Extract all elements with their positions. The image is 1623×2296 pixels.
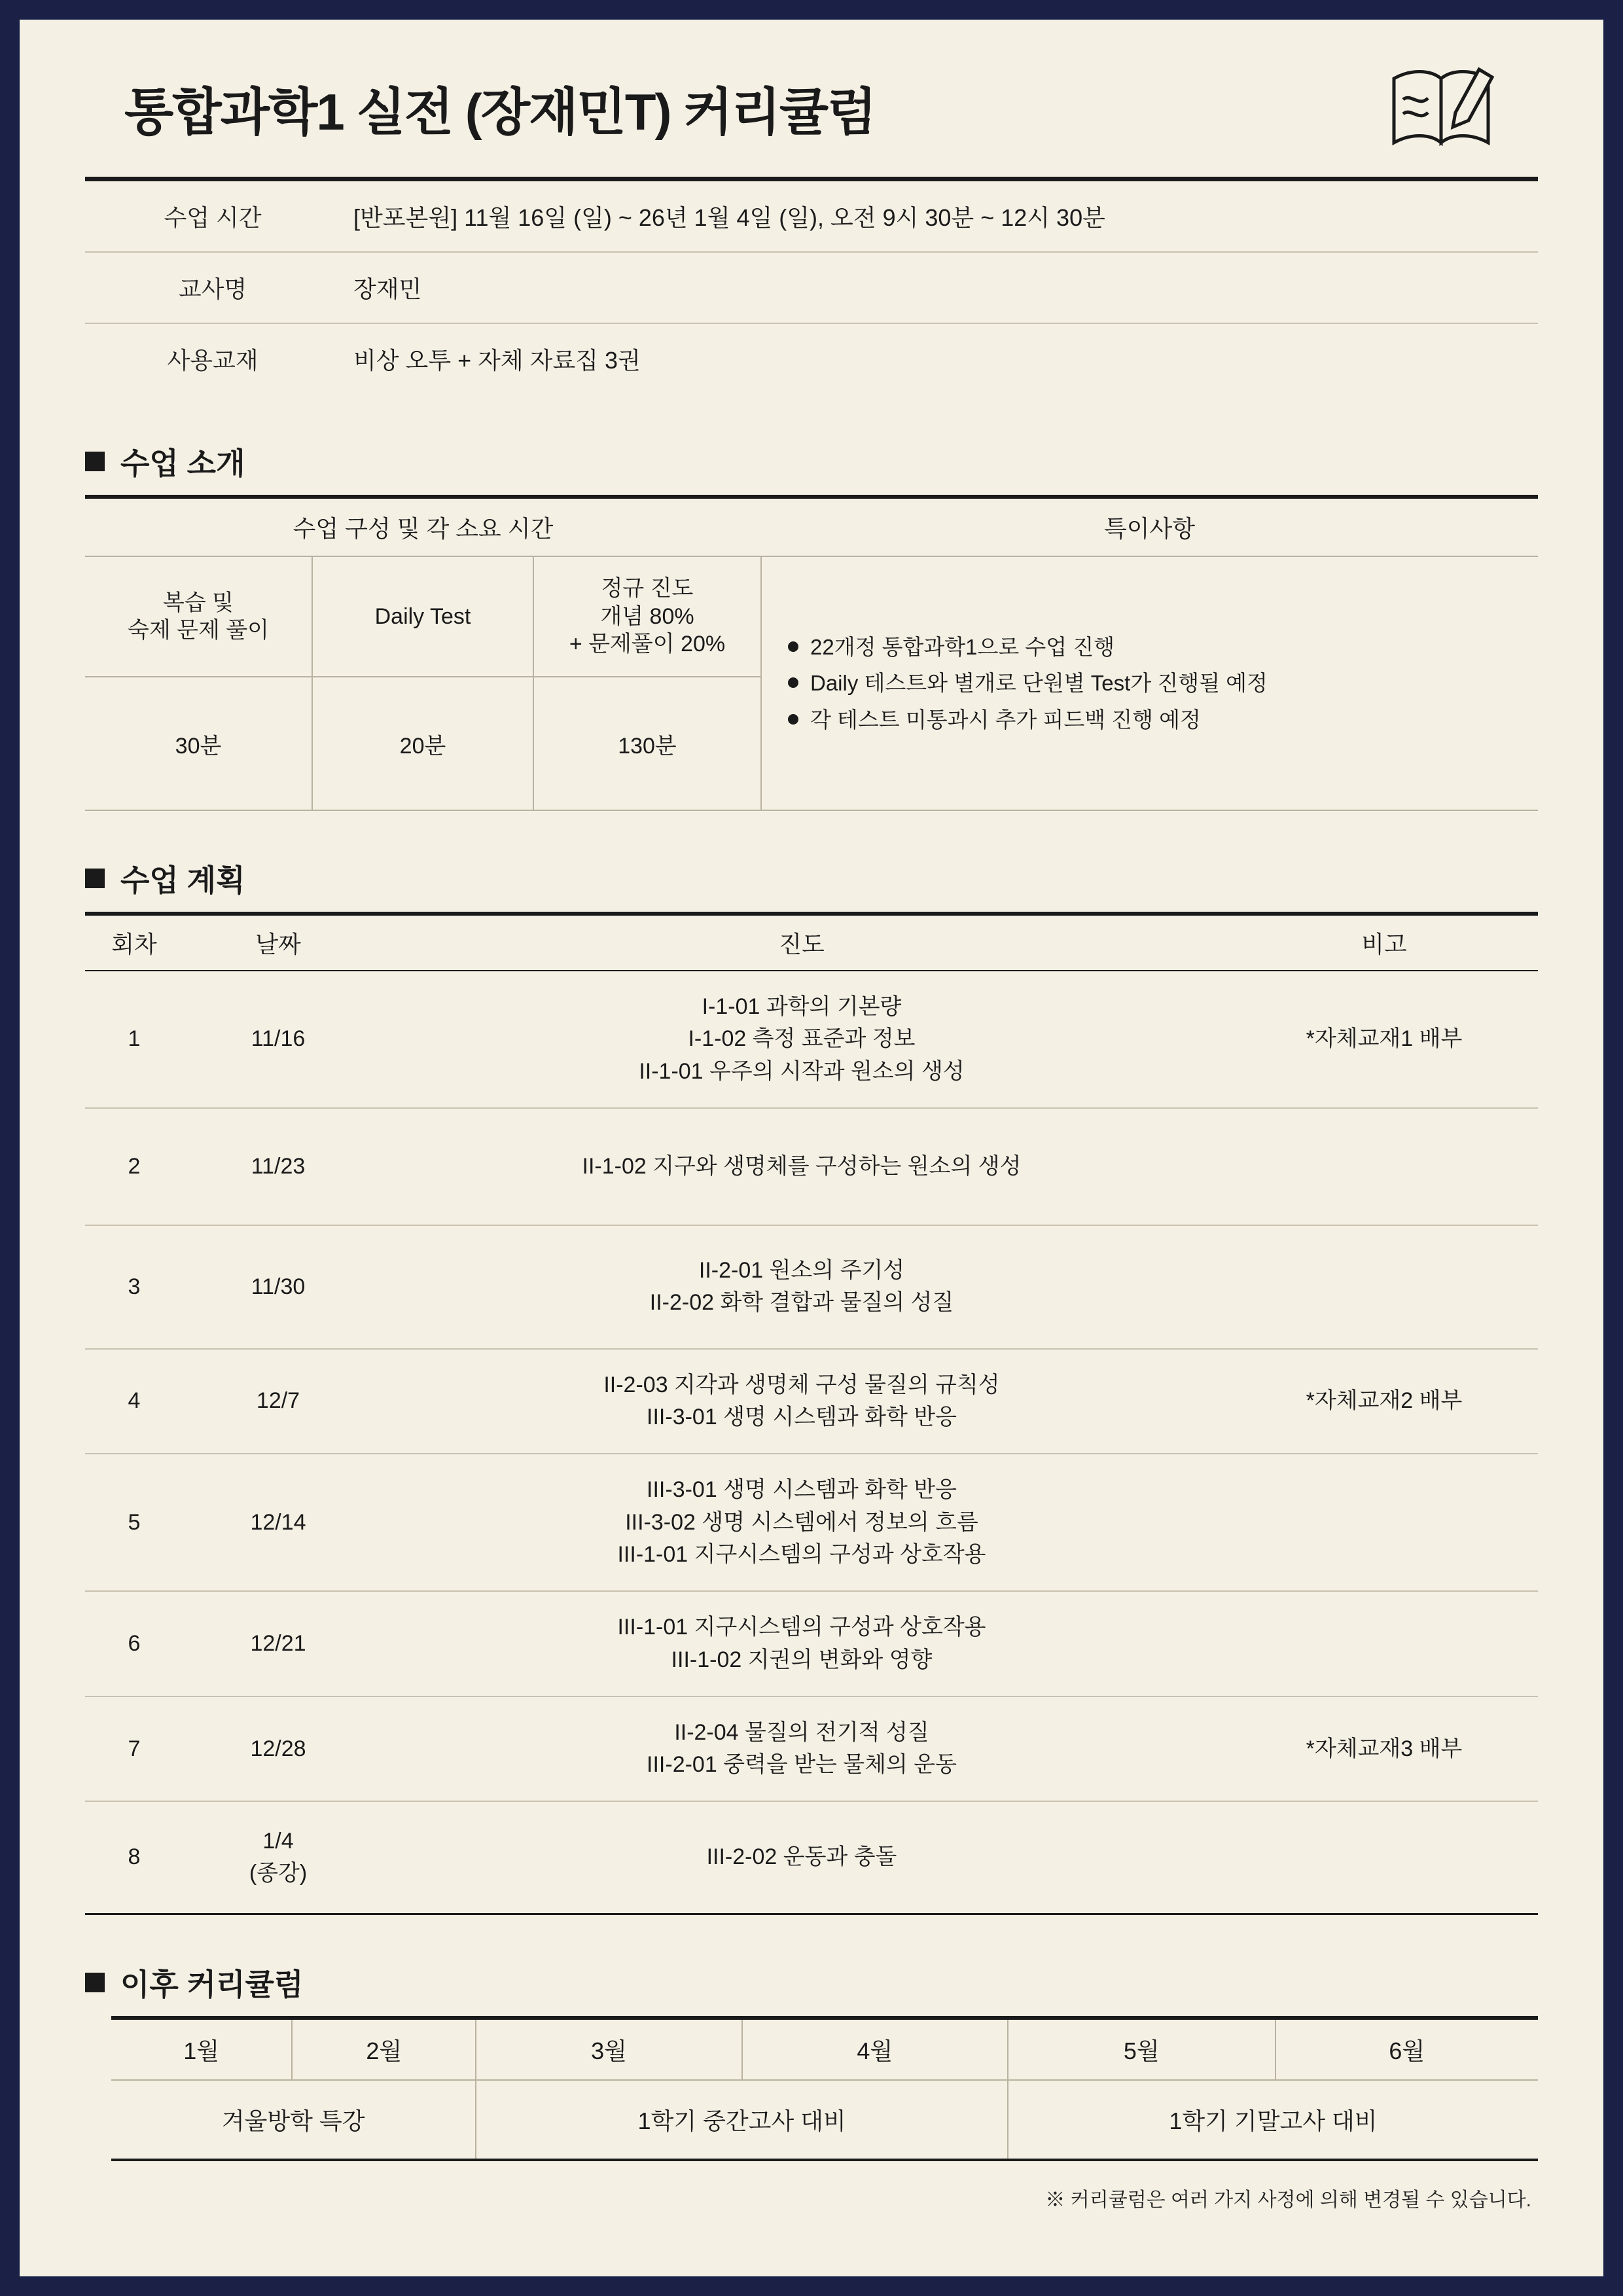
- table-row: [85, 1696, 1538, 1802]
- structure-col-label-1: 복습 및 숙제 문제 풀이: [85, 556, 312, 677]
- table-row: [85, 1591, 1538, 1696]
- info-label: 수업 시간: [85, 181, 340, 252]
- cell-progress: II-2-03 지각과 생명체 구성 물질의 규칙성 III-3-01 생명 시스템과 화학 반응: [373, 1349, 1230, 1454]
- cell-progress: III-2-02 운동과 충돌: [373, 1801, 1230, 1914]
- course-info-table: [85, 181, 1538, 394]
- table-row: [85, 1349, 1538, 1454]
- section-title: 이후 커리큘럼: [120, 1967, 304, 2001]
- cell-progress: II-1-02 지구와 생명체를 구성하는 원소의 생성: [373, 1108, 1230, 1225]
- cell-date: 12/21: [183, 1591, 373, 1696]
- cell-no: 7: [85, 1696, 183, 1802]
- info-value: 장재민: [340, 252, 1538, 323]
- info-value: 비상 오투 + 자체 자료집 3권: [353, 347, 641, 374]
- section-heading-intro: [85, 440, 1538, 483]
- cell-progress: III-1-01 지구시스템의 구성과 상호작용 III-1-02 지권의 변화와 영향: [373, 1591, 1230, 1696]
- cell-date: 11/23: [183, 1108, 373, 1225]
- info-label: 사용교재: [167, 347, 259, 374]
- cell-progress: II-2-04 물질의 전기적 성질 III-2-01 중력을 받는 물체의 운동: [373, 1696, 1230, 1802]
- future-plan-cell: 1학기 기말고사 대비: [1008, 2080, 1538, 2160]
- info-label: 교사명: [85, 252, 340, 323]
- cell-date: 11/16: [183, 971, 373, 1108]
- column-header-note: 비고: [1230, 914, 1538, 971]
- table-row: [111, 2080, 1538, 2160]
- table-header-row: [85, 914, 1538, 971]
- structure-head-left: 수업 구성 및 각 소요 시간: [85, 497, 761, 556]
- month-cell: 4월: [742, 2018, 1008, 2080]
- table-row: [85, 971, 1538, 1108]
- cell-note: *자체교재3 배부: [1230, 1696, 1538, 1802]
- section-heading-future: [85, 1961, 1538, 2004]
- structure-head-right: 특이사항: [761, 497, 1538, 556]
- list-item: Daily 테스트와 별개로 단원별 Test가 진행될 예정: [788, 670, 1538, 696]
- table-row: [85, 1225, 1538, 1349]
- table-row: [85, 323, 1538, 394]
- cell-date: 12/14: [183, 1454, 373, 1591]
- info-value: [반포본원] 11월 16일 (일) ~ 26년 1월 4일 (일), 오전 9시 30분 ~ 12시 30분: [340, 181, 1538, 252]
- cell-note: *자체교재1 배부: [1230, 971, 1538, 1108]
- future-plan-cell: 겨울방학 특강: [111, 2080, 476, 2160]
- section-title: 수업 소개: [120, 446, 245, 480]
- structure-col-label-2: Daily Test: [312, 556, 533, 677]
- cell-no: 8: [85, 1801, 183, 1914]
- column-header-no: 회차: [85, 914, 183, 971]
- bullet-icon: [788, 641, 798, 652]
- header-divider: [85, 177, 1538, 181]
- cell-date: 11/30: [183, 1225, 373, 1349]
- cell-date: 12/28: [183, 1696, 373, 1802]
- column-header-date: 날짜: [183, 914, 373, 971]
- list-item: 각 테스트 미통과시 추가 피드백 진행 예정: [788, 706, 1538, 733]
- bullet-icon: [788, 677, 798, 688]
- book-pencil-icon: [1387, 59, 1499, 157]
- future-plan-cell: 1학기 중간고사 대비: [476, 2080, 1008, 2160]
- cell-note: [1230, 1225, 1538, 1349]
- cell-no: 1: [85, 971, 183, 1108]
- month-cell: 2월: [292, 2018, 476, 2080]
- table-row: [85, 181, 1538, 252]
- section-heading-plan: [85, 857, 1538, 900]
- table-row: [85, 497, 1538, 556]
- structure-col-label-3: 정규 진도 개념 80% + 문제풀이 20%: [533, 556, 761, 677]
- special-notes-cell: [761, 556, 1538, 810]
- cell-date: 12/7: [183, 1349, 373, 1454]
- cell-no: 5: [85, 1454, 183, 1591]
- table-row: [85, 1108, 1538, 1225]
- bullet-icon: [788, 714, 798, 725]
- month-cell: 5월: [1008, 2018, 1275, 2080]
- cell-no: 3: [85, 1225, 183, 1349]
- table-row: [85, 252, 1538, 323]
- square-bullet-icon: [85, 1973, 105, 1992]
- cell-note: [1230, 1454, 1538, 1591]
- column-header-progress: 진도: [373, 914, 1230, 971]
- month-cell: 1월: [111, 2018, 292, 2080]
- cell-no: 4: [85, 1349, 183, 1454]
- square-bullet-icon: [85, 869, 105, 888]
- document-header: [85, 46, 1538, 177]
- table-row: [85, 1454, 1538, 1591]
- cell-no: 2: [85, 1108, 183, 1225]
- cell-no: 6: [85, 1591, 183, 1696]
- table-row: [85, 1801, 1538, 1914]
- cell-progress: III-3-01 생명 시스템과 화학 반응 III-3-02 생명 시스템에서 정보의 흐름 III-1-01 지구시스템의 구성과 상호작용: [373, 1454, 1230, 1591]
- section-title: 수업 계획: [120, 863, 245, 897]
- month-cell: 3월: [476, 2018, 741, 2080]
- cell-note: *자체교재2 배부: [1230, 1349, 1538, 1454]
- structure-col-value-1: 30분: [85, 677, 312, 810]
- structure-col-value-2: 20분: [312, 677, 533, 810]
- square-bullet-icon: [85, 452, 105, 471]
- class-plan-table: [85, 912, 1538, 1915]
- footnote: ※ 커리큘럼은 여러 가지 사정에 의해 변경될 수 있습니다.: [1045, 2189, 1531, 2211]
- cell-date: 1/4 (종강): [183, 1801, 373, 1914]
- table-row: [85, 556, 1538, 677]
- class-structure-table: [85, 495, 1538, 811]
- table-row: [111, 2018, 1538, 2080]
- cell-progress: I-1-01 과학의 기본량 I-1-02 측정 표준과 정보 II-1-01 우주의 시작과 원소의 생성: [373, 971, 1230, 1108]
- structure-col-value-3: 130분: [533, 677, 761, 810]
- future-curriculum-table: [111, 2016, 1538, 2161]
- list-item: 22개정 통합과학1으로 수업 진행: [788, 634, 1538, 660]
- page-title: 통합과학1 실전 (장재민T) 커리큘럼: [124, 83, 876, 141]
- cell-progress: II-2-01 원소의 주기성 II-2-02 화학 결합과 물질의 성질: [373, 1225, 1230, 1349]
- month-cell: 6월: [1275, 2018, 1538, 2080]
- cell-note: [1230, 1108, 1538, 1225]
- cell-note: [1230, 1591, 1538, 1696]
- document-page: [20, 20, 1603, 2276]
- cell-note: [1230, 1801, 1538, 1914]
